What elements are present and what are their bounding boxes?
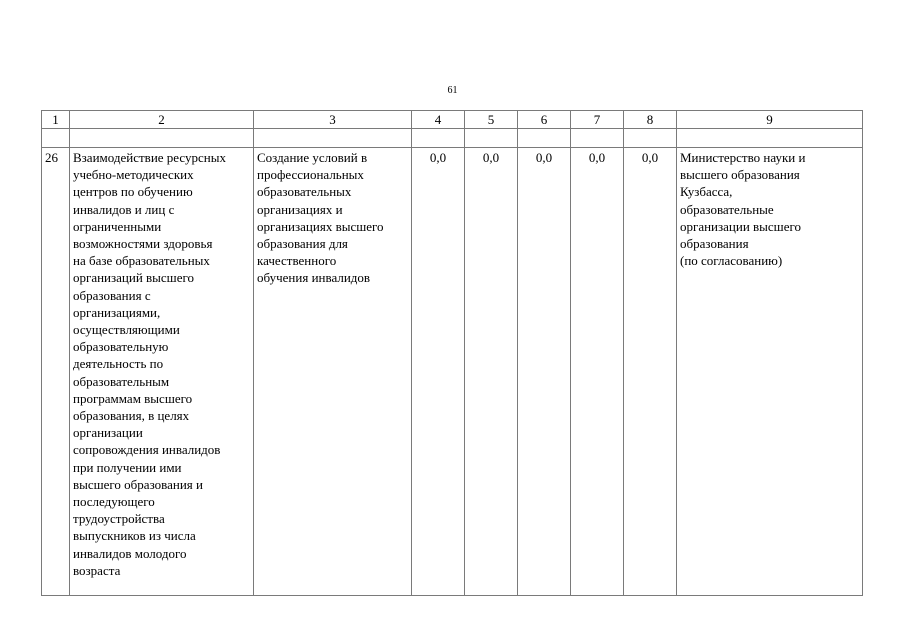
header-cell-2: 2 <box>70 111 254 129</box>
header-cell-1: 1 <box>42 111 70 129</box>
header-cell-8: 8 <box>624 111 677 129</box>
empty-cell <box>624 129 677 148</box>
program-table <box>41 110 863 596</box>
empty-cell <box>571 129 624 148</box>
value-cell-5: 0,0 <box>465 148 518 596</box>
page-number: 61 <box>447 85 458 96</box>
empty-cell <box>70 129 254 148</box>
value-cell-6: 0,0 <box>518 148 571 596</box>
empty-cell <box>518 129 571 148</box>
empty-cell <box>677 129 863 148</box>
header-cell-6: 6 <box>518 111 571 129</box>
table-spacer-row <box>42 129 863 148</box>
value-cell-7: 0,0 <box>571 148 624 596</box>
table-header-row <box>42 111 863 129</box>
responsible-cell: Министерство науки и высшего образования Кузбасса, образовательные организации высшего образования (по согласованию) <box>677 148 863 596</box>
header-cell-7: 7 <box>571 111 624 129</box>
empty-cell <box>465 129 518 148</box>
header-cell-3: 3 <box>254 111 412 129</box>
value-cell-4: 0,0 <box>412 148 465 596</box>
empty-cell <box>412 129 465 148</box>
header-cell-4: 4 <box>412 111 465 129</box>
value-cell-8: 0,0 <box>624 148 677 596</box>
empty-cell <box>254 129 412 148</box>
empty-cell <box>42 129 70 148</box>
header-cell-5: 5 <box>465 111 518 129</box>
activity-cell: Взаимодействие ресурсных учебно-методических центров по обучению инвалидов и лиц с ограниченными возможностями здоровья на базе образовательных организаций высшего образования с организациями, осуществляющими образовательную деятельность по образовательным программам высшего образования, в целях организации сопровождения инвалидов при получении ими высшего образования и последующего трудоустройства выпускников из числа инвалидов молодого возраста <box>70 148 254 596</box>
result-cell: Создание условий в профессиональных образовательных организациях и организациях высшего образования для качественного обучения инвалидов <box>254 148 412 596</box>
table-row <box>42 148 863 596</box>
row-index-cell: 26 <box>42 148 70 596</box>
header-cell-9: 9 <box>677 111 863 129</box>
